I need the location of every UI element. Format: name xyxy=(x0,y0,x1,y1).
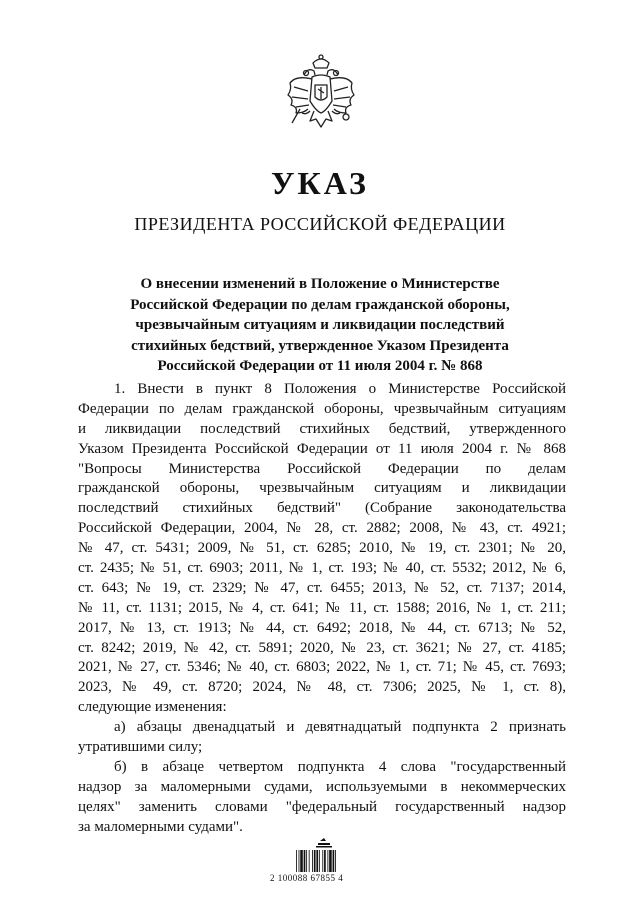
state-emblem-icon xyxy=(282,53,360,137)
body-line: ст. 8242; 2019, № 42, ст. 5891; 2020, № 23, ст. 3621; № 27, ст. 4185; xyxy=(78,639,566,656)
body-line: последствий стихийных бедствий" (Собрание законодательства xyxy=(78,500,566,517)
body-line: гражданской обороны, чрезвычайным ситуациям и ликвидации xyxy=(78,480,566,497)
body-line: № 47, ст. 5431; 2009, № 51, ст. 6285; 2010, № 19, ст. 2301; № 20, xyxy=(78,540,566,557)
body-line: целях" заменить словами "федеральный государственный надзор xyxy=(78,798,566,815)
barcode-bar xyxy=(322,850,323,872)
issuer-title: ПРЕЗИДЕНТА РОССИЙСКОЙ ФЕДЕРАЦИИ xyxy=(134,214,506,234)
barcode-bar xyxy=(324,850,326,872)
body-line: следующие изменения: xyxy=(78,699,227,716)
body-line: Указом Президента Российской Федерации от 11 июля 2004 г. № 868 xyxy=(78,440,566,457)
barcode xyxy=(296,835,356,895)
body-line: 2017, № 13, ст. 1913; № 44, ст. 6492; 2018, № 44, ст. 6713; № 52, xyxy=(78,619,566,636)
body-line: Российской Федерации, 2004, № 28, ст. 2882; 2008, № 43, ст. 4921; xyxy=(78,520,566,537)
body-line: 2021, № 27, ст. 5346; № 40, ст. 6803; 2022, № 1, ст. 71; № 45, ст. 7693; xyxy=(78,659,566,676)
document-type-title: УКАЗ xyxy=(271,165,369,201)
decree-heading xyxy=(100,274,540,377)
body-line: а) абзацы двенадцатый и девятнадцатый подпункта 2 признать xyxy=(114,719,566,736)
heading-line: Российской Федерации от 11 июля 2004 г. № 868 xyxy=(157,358,483,374)
body-line: ст. 2435; № 51, ст. 6903; 2011, № 1, ст. 193; № 40, ст. 5532; 2012, № 6, xyxy=(78,560,566,577)
body-line: ст. 643; № 19, ст. 2329; № 47, ст. 6455; 2013, № 52, ст. 7137; 2014, xyxy=(78,579,566,596)
barcode-bar xyxy=(329,850,332,872)
barcode-bar xyxy=(304,850,306,872)
body-line: 2023, № 49, ст. 8720; 2024, № 48, ст. 7306; 2025, № 1, ст. 8), xyxy=(78,679,566,696)
barcode-number: 2 100088 67855 4 xyxy=(270,873,344,883)
barcode-bar xyxy=(327,850,328,872)
barcode-bar xyxy=(335,850,336,872)
barcode-bar xyxy=(316,850,318,872)
decree-body xyxy=(78,380,566,837)
body-line: "Вопросы Министерства Российской Федерации по делам xyxy=(78,460,566,477)
barcode-bar xyxy=(309,850,310,872)
barcode-bar xyxy=(333,850,335,872)
body-line: и ликвидации последствий стихийных бедствий, утвержденного xyxy=(78,420,566,437)
heading-line: О внесении изменений в Положение о Министерстве xyxy=(140,276,500,292)
barcode-bar xyxy=(296,850,297,872)
body-line: утратившими силу; xyxy=(78,739,203,756)
barcode-bar xyxy=(314,850,316,872)
heading-line: стихийных бедствий, утвержденное Указом Президента xyxy=(131,337,509,354)
body-line: Федерации по делам гражданской обороны, чрезвычайным ситуациям xyxy=(78,400,566,417)
body-line: надзор за маломерными судами, используемыми в некоммерческих xyxy=(78,778,566,795)
body-line: № 11, ст. 1131; 2015, № 4, ст. 641; № 11, ст. 1588; 2016, № 1, ст. 211; xyxy=(78,599,566,616)
barcode-bar xyxy=(312,850,313,872)
heading-line: чрезвычайным ситуациям и ликвидации последствий xyxy=(135,317,505,333)
body-line: б) в абзаце четвертом подпункта 4 слова "государственный xyxy=(114,758,566,775)
barcode-bar xyxy=(306,850,307,872)
barcode-bar xyxy=(299,850,300,872)
heading-line: Российской Федерации по делам гражданской обороны, xyxy=(130,296,510,313)
barcode-bar xyxy=(300,850,303,872)
barcode-bar xyxy=(319,850,320,872)
body-line: 1. Внести в пункт 8 Положения о Министерстве Российской xyxy=(114,381,566,397)
body-line: за маломерными судами". xyxy=(78,818,243,835)
